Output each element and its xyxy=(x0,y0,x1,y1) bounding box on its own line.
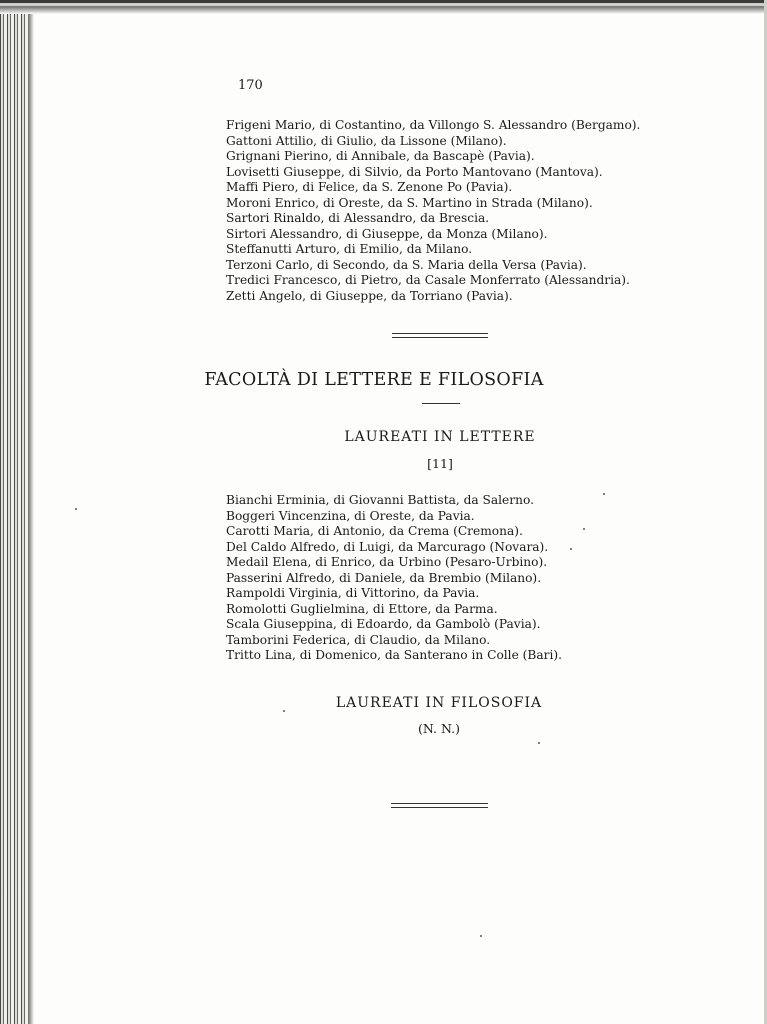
double-rule-divider xyxy=(392,333,488,338)
scan-speck xyxy=(603,493,605,495)
list-item: Tritto Lina, di Domenico, da Santerano in Colle (Bari). xyxy=(226,648,562,662)
list-item: Frigeni Mario, di Costantino, da Villongo S. Alessandro (Bergamo). xyxy=(226,118,641,132)
scan-speck xyxy=(283,710,285,712)
list-item: Sirtori Alessandro, di Giuseppe, da Monza (Milano). xyxy=(226,226,548,241)
list-item: Tredici Francesco, di Pietro, da Casale Monferrato (Alessandria). xyxy=(226,273,630,287)
list-item: Tamborini Federica, di Claudio, da Milano. xyxy=(226,632,491,647)
page-number: 170 xyxy=(238,78,263,93)
section-count-filosofia: (N. N.) xyxy=(418,721,460,736)
graduates-list-continued xyxy=(226,118,640,304)
scan-speck xyxy=(570,548,572,550)
list-item: Maffi Piero, di Felice, da S. Zenone Po (Pavia). xyxy=(226,180,513,194)
list-item: Medail Elena, di Enrico, da Urbino (Pesaro-Urbino). xyxy=(226,555,548,569)
scan-speck xyxy=(538,742,540,744)
faculty-title: FACOLTÀ DI LETTERE E FILOSOFIA xyxy=(204,370,544,390)
list-item: Steffanutti Arturo, di Emilio, da Milano. xyxy=(226,242,473,256)
list-item: Gattoni Attilio, di Giulio, da Lissone (Milano). xyxy=(226,133,507,148)
list-item: Zetti Angelo, di Giuseppe, da Torriano (Pavia). xyxy=(226,288,513,303)
list-item: Rampoldi Virginia, di Vittorino, da Pavia. xyxy=(226,586,480,600)
short-rule xyxy=(422,403,460,404)
list-item: Boggeri Vincenzina, di Oreste, da Pavia. xyxy=(226,508,475,523)
list-item: Moroni Enrico, di Oreste, da S. Martino in Strada (Milano). xyxy=(226,195,593,210)
top-page-edge xyxy=(0,0,767,14)
list-item: Lovisetti Giuseppe, di Silvio, da Porto Mantovano (Mantova). xyxy=(226,164,603,179)
list-item: Bianchi Erminia, di Giovanni Battista, da Salerno. xyxy=(226,493,534,507)
list-item: Sartori Rinaldo, di Alessandro, da Brescia. xyxy=(226,211,490,225)
list-item: Romolotti Guglielmina, di Ettore, da Parma. xyxy=(226,601,498,616)
scan-speck xyxy=(583,528,585,530)
section-title-filosofia: LAUREATI IN FILOSOFIA xyxy=(335,695,543,711)
list-item: Del Caldo Alfredo, di Luigi, da Marcurago (Novara). xyxy=(226,539,549,554)
list-item: Grignani Pierino, di Annibale, da Bascapè (Pavia). xyxy=(226,149,535,163)
list-item: Passerini Alfredo, di Daniele, da Brembio (Milano). xyxy=(226,570,542,585)
section-count-lettere: [11] xyxy=(427,456,453,471)
scan-speck xyxy=(480,935,482,937)
lettere-graduates-list xyxy=(226,493,562,664)
list-item: Terzoni Carlo, di Secondo, da S. Maria della Versa (Pavia). xyxy=(226,257,587,272)
binding-shadow xyxy=(28,0,34,1024)
list-item: Scala Giuseppina, di Edoardo, da Gambolò (Pavia). xyxy=(226,617,541,631)
list-item: Carotti Maria, di Antonio, da Crema (Cremona). xyxy=(226,524,523,538)
section-title-lettere: LAUREATI IN LETTERE xyxy=(344,429,536,445)
closing-double-rule xyxy=(391,803,488,808)
scan-speck xyxy=(75,508,77,510)
